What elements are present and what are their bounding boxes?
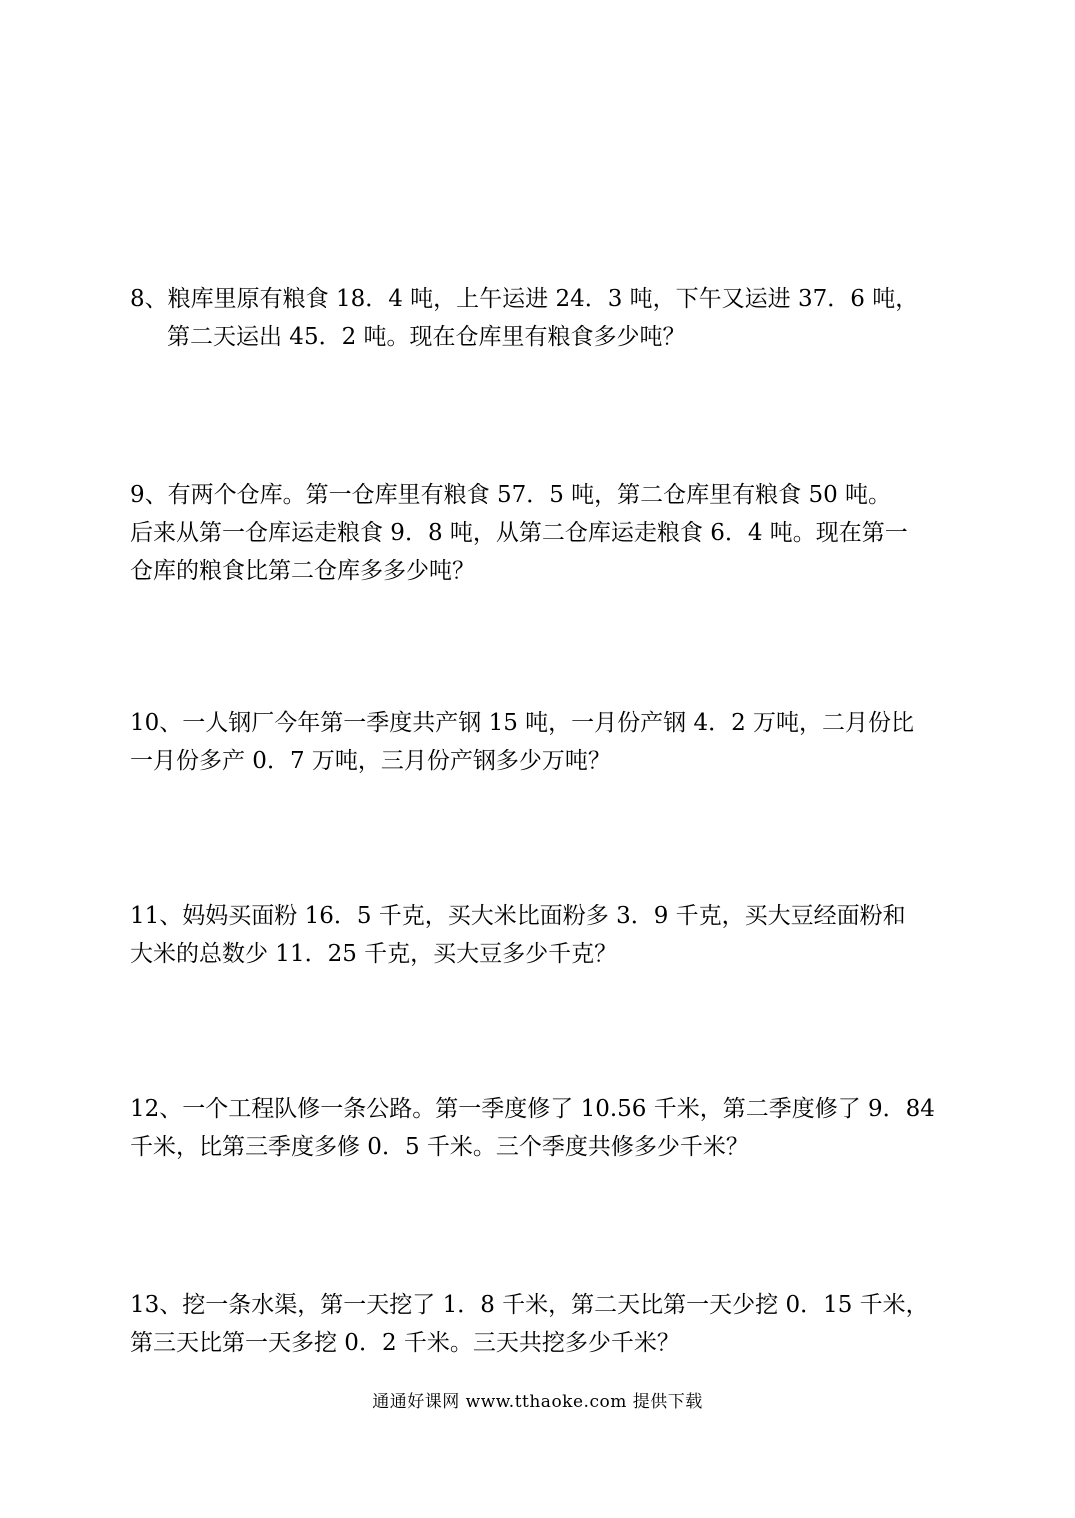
problem-10-line-2: 一月份多产 0．7 万吨，三月份产钢多少万吨？ (130, 748, 611, 774)
problem-8 (130, 280, 960, 356)
problem-10-line-1: 10、一人钢厂今年第一季度共产钢 15 吨，一月份产钢 4．2 万吨，二月份比 (130, 710, 915, 736)
problem-11-line-1: 11、妈妈买面粉 16．5 千克，买大米比面粉多 3．9 千克，买大豆经面粉和 (130, 903, 906, 929)
problem-13-line-2: 第三天比第一天多挖 0．2 千米。三天共挖多少千米？ (130, 1330, 680, 1356)
problem-9-line-1: 9、有两个仓库。第一仓库里有粮食 57．5 吨，第二仓库里有粮食 50 吨。 (130, 482, 892, 508)
problem-9-line-3: 仓库的粮食比第二仓库多多少吨？ (130, 558, 475, 584)
problem-12 (130, 1090, 960, 1166)
problem-11-line-2: 大米的总数少 11．25 千克，买大豆多少千克？ (130, 941, 618, 967)
problem-13-line-1: 13、挖一条水渠，第一天挖了 1．8 千米，第二天比第一天少挖 0．15 千米， (130, 1292, 929, 1318)
page-footer: 通通好课网 www.tthaoke.com 提供下载 (372, 1392, 703, 1412)
problem-12-line-2: 千米，比第三季度多修 0．5 千米。三个季度共修多少千米？ (130, 1134, 749, 1160)
problem-13 (130, 1286, 960, 1362)
problem-12-line-1: 12、一个工程队修一条公路。第一季度修了 10.56 千米，第二季度修了 9．84 (130, 1096, 935, 1122)
problem-8-line-1: 8、粮库里原有粮食 18．4 吨，上午运进 24．3 吨，下午又运进 37．6 吨， (130, 286, 919, 312)
problem-10 (130, 704, 960, 780)
problem-8-line-2: 第二天运出 45．2 吨。现在仓库里有粮食多少吨？ (167, 324, 686, 350)
problem-9-line-2: 后来从第一仓库运走粮食 9．8 吨，从第二仓库运走粮食 6．4 吨。现在第一 (130, 520, 908, 546)
problem-11 (130, 897, 960, 973)
problem-9 (130, 476, 960, 590)
